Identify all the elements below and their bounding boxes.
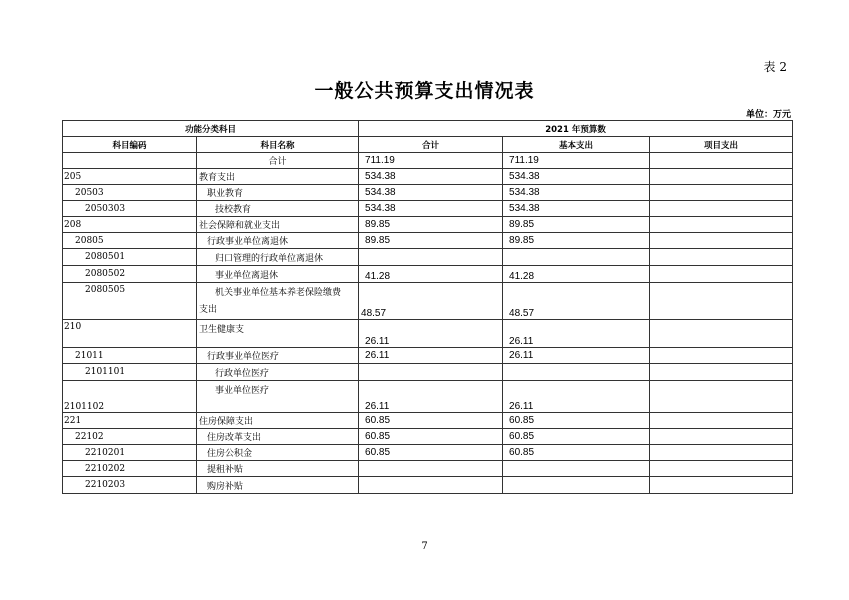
cell-code: 2080501	[63, 249, 197, 266]
cell-name: 职业教育	[197, 185, 359, 201]
header-basic: 基本支出	[503, 137, 650, 153]
cell-name: 购房补贴	[197, 477, 359, 494]
cell-code: 2080505	[63, 283, 197, 320]
cell-code	[63, 153, 197, 169]
cell-code: 208	[63, 217, 197, 233]
cell-name: 技校教育	[197, 201, 359, 217]
cell-total: 89.85	[359, 233, 503, 249]
cell-project	[650, 169, 793, 185]
cell-basic: 60.85	[503, 413, 650, 429]
table-row	[63, 201, 793, 217]
cell-basic: 711.19	[503, 153, 650, 169]
cell-total: 534.38	[359, 185, 503, 201]
budget-table	[62, 120, 793, 494]
cell-basic: 89.85	[503, 233, 650, 249]
cell-name: 卫生健康支	[197, 320, 359, 348]
cell-code: 2080502	[63, 266, 197, 283]
cell-name-line1: 机关事业单位基本养老保险缴费	[215, 288, 342, 298]
cell-project	[650, 348, 793, 364]
cell-total	[359, 477, 503, 494]
cell-project	[650, 283, 793, 320]
cell-project	[650, 185, 793, 201]
cell-code: 221	[63, 413, 197, 429]
table-row	[63, 233, 793, 249]
cell-name: 行政单位医疗	[197, 364, 359, 381]
header-row-group	[63, 121, 793, 137]
cell-code: 2101101	[63, 364, 197, 381]
cell-name: 提租补贴	[197, 461, 359, 477]
header-row-columns	[63, 137, 793, 153]
cell-basic: 60.85	[503, 445, 650, 461]
table-row	[63, 429, 793, 445]
cell-total: 89.85	[359, 217, 503, 233]
cell-project	[650, 266, 793, 283]
table-row	[63, 477, 793, 494]
cell-name: 社会保障和就业支出	[197, 217, 359, 233]
cell-code: 210	[63, 320, 197, 348]
cell-name: 行政事业单位离退休	[197, 233, 359, 249]
cell-name: 教育支出	[197, 169, 359, 185]
header-functional-classification: 功能分类科目	[63, 121, 359, 137]
table-row	[63, 445, 793, 461]
cell-total: 60.85	[359, 413, 503, 429]
cell-code: 2210203	[63, 477, 197, 494]
cell-basic	[503, 461, 650, 477]
cell-total: 41.28	[359, 266, 503, 283]
page-number: 7	[421, 541, 428, 552]
cell-total	[359, 364, 503, 381]
cell-project	[650, 201, 793, 217]
cell-basic: 26.11	[503, 320, 650, 348]
cell-code: 20805	[63, 233, 197, 249]
table-row	[63, 266, 793, 283]
cell-basic: 60.85	[503, 429, 650, 445]
cell-basic: 89.85	[503, 217, 650, 233]
cell-code: 2050303	[63, 201, 197, 217]
cell-code: 22102	[63, 429, 197, 445]
cell-basic	[503, 249, 650, 266]
cell-total: 26.11	[359, 348, 503, 364]
cell-project	[650, 477, 793, 494]
cell-basic: 48.57	[503, 283, 650, 320]
table-row	[63, 461, 793, 477]
cell-basic: 26.11	[503, 348, 650, 364]
table-row	[63, 169, 793, 185]
table-row	[63, 283, 793, 320]
cell-project	[650, 249, 793, 266]
cell-total: 60.85	[359, 429, 503, 445]
table-row	[63, 320, 793, 348]
cell-code: 2101102	[63, 381, 197, 413]
cell-project	[650, 364, 793, 381]
cell-basic: 41.28	[503, 266, 650, 283]
cell-basic	[503, 364, 650, 381]
cell-project	[650, 461, 793, 477]
cell-code: 20503	[63, 185, 197, 201]
page-title: 一般公共预算支出情况表	[314, 80, 535, 102]
cell-name: 事业单位离退休	[197, 266, 359, 283]
cell-total: 60.85	[359, 445, 503, 461]
cell-basic: 26.11	[503, 381, 650, 413]
cell-project	[650, 217, 793, 233]
header-name: 科目名称	[197, 137, 359, 153]
cell-name: 住房改革支出	[197, 429, 359, 445]
cell-basic: 534.38	[503, 201, 650, 217]
cell-total: 534.38	[359, 169, 503, 185]
cell-total: 534.38	[359, 201, 503, 217]
cell-name	[197, 283, 359, 320]
cell-project	[650, 413, 793, 429]
table-row	[63, 364, 793, 381]
cell-project	[650, 233, 793, 249]
header-project: 项目支出	[650, 137, 793, 153]
cell-name: 归口管理的行政单位离退休	[197, 249, 359, 266]
cell-project	[650, 153, 793, 169]
cell-code: 205	[63, 169, 197, 185]
cell-project	[650, 320, 793, 348]
table-row	[63, 249, 793, 266]
cell-total: 48.57	[359, 283, 503, 320]
unit-label: 单位：万元	[745, 110, 791, 120]
cell-code: 2210202	[63, 461, 197, 477]
table-row	[63, 153, 793, 169]
table-row	[63, 185, 793, 201]
cell-basic	[503, 477, 650, 494]
cell-project	[650, 445, 793, 461]
table-row	[63, 348, 793, 364]
cell-code: 21011	[63, 348, 197, 364]
header-code: 科目编码	[63, 137, 197, 153]
cell-name: 住房保障支出	[197, 413, 359, 429]
table-row	[63, 217, 793, 233]
table-row	[63, 381, 793, 413]
cell-name: 住房公积金	[197, 445, 359, 461]
cell-name-line2: 支出	[199, 305, 218, 315]
cell-code: 2210201	[63, 445, 197, 461]
header-budget-2021: 2021 年预算数	[359, 121, 793, 137]
cell-total	[359, 249, 503, 266]
table-row	[63, 413, 793, 429]
cell-name: 事业单位医疗	[197, 381, 359, 413]
cell-basic: 534.38	[503, 169, 650, 185]
cell-name: 合计	[197, 153, 359, 169]
cell-project	[650, 381, 793, 413]
cell-total: 26.11	[359, 381, 503, 413]
cell-project	[650, 429, 793, 445]
header-total: 合计	[359, 137, 503, 153]
cell-total: 26.11	[359, 320, 503, 348]
cell-name: 行政事业单位医疗	[197, 348, 359, 364]
table-tag: 表 2	[763, 60, 787, 74]
cell-total: 711.19	[359, 153, 503, 169]
cell-total	[359, 461, 503, 477]
cell-basic: 534.38	[503, 185, 650, 201]
